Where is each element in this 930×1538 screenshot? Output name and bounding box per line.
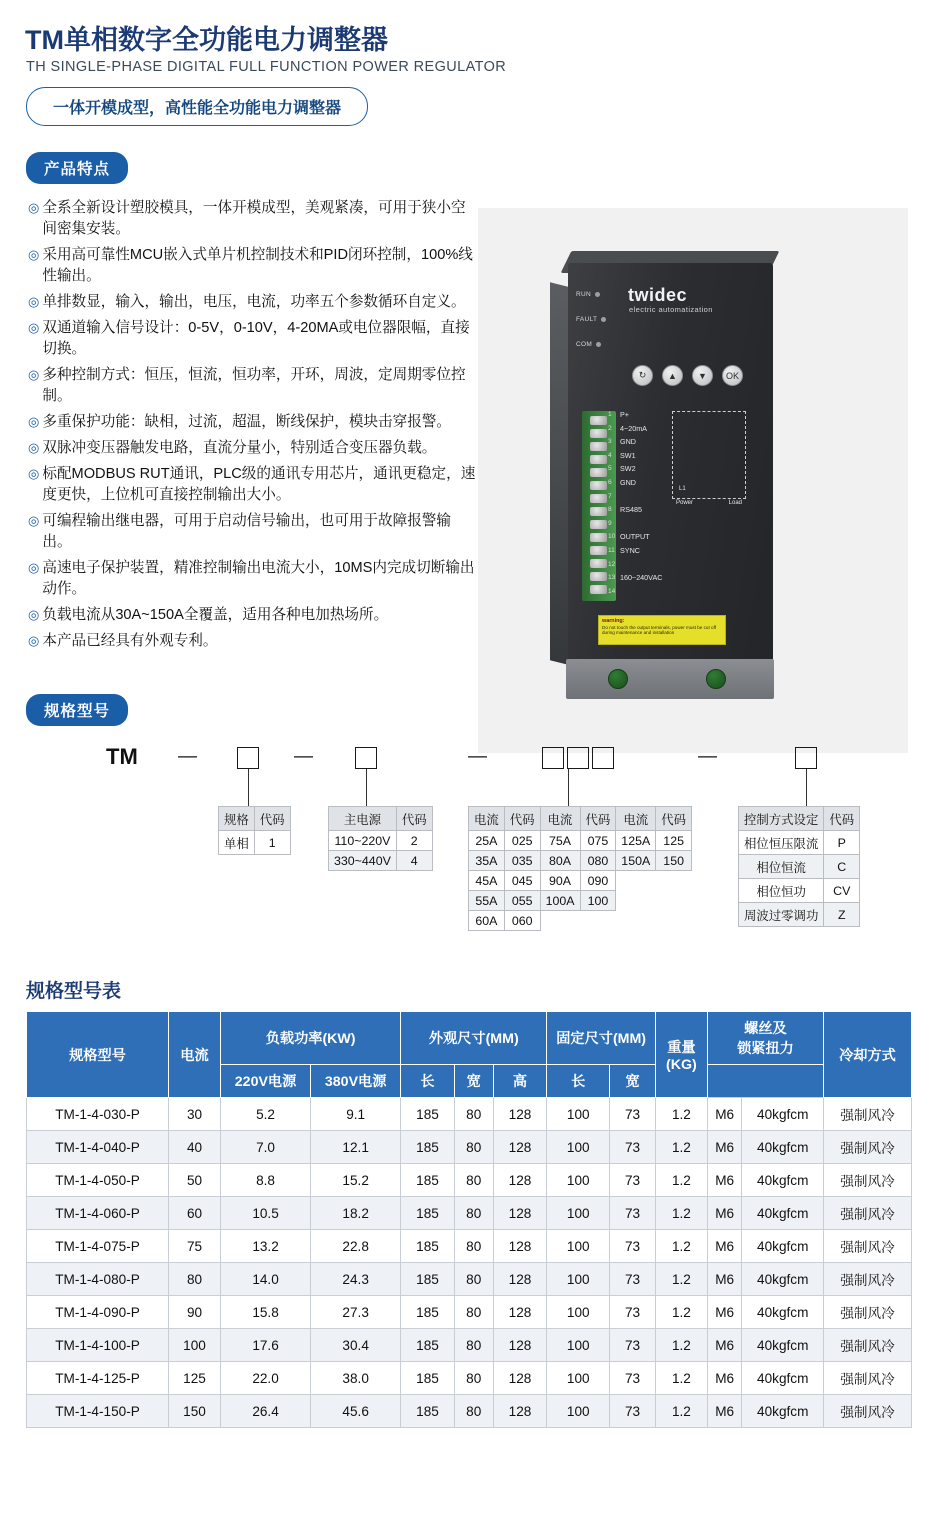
bullet-icon: ◎ bbox=[28, 294, 40, 310]
model-dash-3: — bbox=[468, 746, 487, 768]
model-table-current bbox=[468, 806, 692, 931]
table-row: TM-1-4-040-P 40 7.0 12.1 185 80 128 100 73 1.2 M6 40kgfcm 强制风冷 bbox=[27, 1131, 912, 1164]
feature-text: 双脉冲变压器触发电路，直流分量小，特别适合变压器负载。 bbox=[42, 439, 437, 456]
led-com: COM bbox=[576, 341, 601, 348]
table-row: 相位恒流 C bbox=[739, 855, 860, 879]
list-item bbox=[28, 245, 480, 288]
col-header: 代码 bbox=[254, 807, 290, 831]
bullet-icon: ◎ bbox=[28, 414, 40, 430]
feature-text: 高速电子保护装置，精准控制输出电流大小，10MS内完成切断输出动作。 bbox=[42, 559, 475, 598]
model-box-current-1 bbox=[542, 747, 564, 769]
features-section-tag: 产品特点 bbox=[26, 152, 128, 184]
table-row: 55A 055 100A 100 bbox=[469, 891, 692, 911]
model-box-current-3 bbox=[592, 747, 614, 769]
model-prefix: TM bbox=[106, 744, 138, 770]
col-header: 代码 bbox=[396, 807, 432, 831]
col-header: 代码 bbox=[824, 807, 860, 831]
list-item bbox=[28, 605, 480, 626]
bullet-icon: ◎ bbox=[28, 367, 40, 383]
feature-text: 采用高可靠性MCU嵌入式单片机控制技术和PID闭环控制，100%线性输出。 bbox=[42, 247, 473, 285]
col-header: 电流 bbox=[469, 807, 505, 831]
col-header: 主电源 bbox=[329, 807, 397, 831]
model-dash-2: — bbox=[294, 746, 313, 768]
features-section-header bbox=[26, 152, 908, 184]
terminal-screw-right bbox=[706, 669, 726, 689]
col-header-power: 负载功率(KW) bbox=[221, 1012, 401, 1065]
schematic-label-l1: L1 bbox=[679, 486, 686, 492]
bullet-icon: ◎ bbox=[28, 319, 40, 335]
bullet-icon: ◎ bbox=[28, 607, 40, 623]
table-row: TM-1-4-050-P 50 8.8 15.2 185 80 128 100 73 1.2 M6 40kgfcm 强制风冷 bbox=[27, 1164, 912, 1197]
model-box-control bbox=[795, 747, 817, 769]
model-box-current-2 bbox=[567, 747, 589, 769]
device-brand-logo: twidec bbox=[628, 285, 688, 305]
table-row: TM-1-4-125-P 125 22.0 38.0 185 80 128 100 73 1.2 M6 40kgfcm 强制风冷 bbox=[27, 1362, 912, 1395]
col-header: 规格 bbox=[219, 807, 255, 831]
bullet-icon: ◎ bbox=[28, 632, 40, 648]
feature-text: 双通道输入信号设计：0-5V，0-10V，4-20MA或电位器限幅，直接切换。 bbox=[42, 319, 470, 358]
table-row: 相位恒功 CV bbox=[739, 879, 860, 903]
table-row: 25A 025 75A 075 125A 125 bbox=[469, 831, 692, 851]
table-row: TM-1-4-080-P 80 14.0 24.3 185 80 128 100 73 1.2 M6 40kgfcm 强制风冷 bbox=[27, 1263, 912, 1296]
list-item bbox=[28, 198, 480, 241]
product-image bbox=[478, 208, 908, 753]
list-item bbox=[28, 318, 480, 361]
table-row: 330~440V 4 bbox=[329, 851, 433, 871]
col-header-weight: 重量 (KG) bbox=[655, 1012, 707, 1098]
device-illustration bbox=[550, 243, 800, 693]
terminal-labels: P+ 4~20mA GND SW1 SW2 GND RS485 OUTPUT SYNC 160~240VAC bbox=[620, 410, 663, 583]
feature-text: 负载电流从30A~150A全覆盖，适用各种电加热场所。 bbox=[42, 607, 389, 624]
datasheet-page bbox=[0, 18, 930, 1538]
bullet-icon: ◎ bbox=[28, 559, 40, 575]
bullet-icon: ◎ bbox=[28, 465, 40, 481]
terminal-numbers: 1 2 3 4 5 6 7 8 9 10 11 12 13 14 bbox=[608, 411, 616, 595]
schematic-label-load: Load bbox=[728, 500, 742, 506]
warning-label bbox=[598, 615, 726, 645]
table-row: 110~220V 2 bbox=[329, 831, 433, 851]
col-header-width: 宽 bbox=[454, 1065, 493, 1098]
model-dash-1: — bbox=[178, 746, 197, 768]
col-header-height: 高 bbox=[493, 1065, 547, 1098]
warning-text: Do not touch the output terminals, power must be cut off during maintenance and installation bbox=[602, 624, 717, 636]
led-indicator-icon bbox=[601, 317, 606, 322]
col-header: 电流 bbox=[540, 807, 580, 831]
list-item bbox=[28, 464, 480, 507]
device-button-row bbox=[632, 365, 743, 386]
table-row: TM-1-4-150-P 150 26.4 45.6 185 80 128 100 73 1.2 M6 40kgfcm 强制风冷 bbox=[27, 1395, 912, 1428]
model-dash-4: — bbox=[698, 746, 717, 768]
table-row: TM-1-4-075-P 75 13.2 22.8 185 80 128 100 73 1.2 M6 40kgfcm 强制风冷 bbox=[27, 1230, 912, 1263]
table-row: 45A 045 90A 090 bbox=[469, 871, 692, 891]
col-header-length: 长 bbox=[401, 1065, 455, 1098]
feature-text: 多重保护功能：缺相，过流，超温，断线保护，模块击穿报警。 bbox=[42, 414, 451, 431]
feature-list bbox=[28, 198, 480, 652]
feature-text: 全系全新设计塑胶模具，一体开模成型，美观紧凑，可用于狭小空间密集安装。 bbox=[42, 200, 466, 238]
terminal-screw-left bbox=[608, 669, 628, 689]
specification-table bbox=[26, 1011, 912, 1428]
list-item bbox=[28, 438, 480, 459]
list-item bbox=[28, 558, 480, 601]
ok-button[interactable]: OK bbox=[722, 365, 743, 386]
reset-button[interactable]: ↻ bbox=[632, 365, 653, 386]
table-row: 相位恒压限流 P bbox=[739, 831, 860, 855]
list-item bbox=[28, 365, 480, 408]
feature-text: 单排数显，输入，输出，电压，电流，功率五个参数循环自定义。 bbox=[42, 294, 466, 311]
table-row: 35A 035 80A 080 150A 150 bbox=[469, 851, 692, 871]
feature-text: 标配MODBUS RUT通讯，PLC级的通讯专用芯片，通讯更稳定，速度更快，上位机可直接控制输出大小。 bbox=[42, 465, 476, 504]
wiring-schematic bbox=[672, 411, 746, 506]
model-table-supply bbox=[328, 806, 433, 871]
col-header-fix-length: 长 bbox=[547, 1065, 610, 1098]
col-header-model: 规格型号 bbox=[27, 1012, 169, 1098]
led-fault: FAULT bbox=[576, 316, 606, 323]
page-title: TM单相数字全功能电力调整器 bbox=[25, 25, 388, 55]
col-header-cooling: 冷却方式 bbox=[824, 1012, 912, 1098]
table-row: TM-1-4-090-P 90 15.8 27.3 185 80 128 100 73 1.2 M6 40kgfcm 强制风冷 bbox=[27, 1296, 912, 1329]
list-item bbox=[28, 292, 480, 313]
col-header: 代码 bbox=[504, 807, 540, 831]
model-box-spec bbox=[237, 747, 259, 769]
down-button[interactable]: ▼ bbox=[692, 365, 713, 386]
col-header: 电流 bbox=[616, 807, 656, 831]
device-brand-tagline: electric automatization bbox=[629, 305, 713, 314]
col-header-screw: 螺丝及 锁紧扭力 bbox=[707, 1012, 823, 1065]
list-item bbox=[28, 511, 480, 554]
warning-title: warning: bbox=[602, 618, 625, 624]
col-header: 控制方式设定 bbox=[739, 807, 824, 831]
col-header: 代码 bbox=[656, 807, 692, 831]
col-header-power-380: 380V电源 bbox=[311, 1065, 401, 1098]
bullet-icon: ◎ bbox=[28, 439, 40, 455]
bullet-icon: ◎ bbox=[28, 200, 40, 215]
model-table-control-mode bbox=[738, 806, 860, 927]
schematic-label-power: Power bbox=[676, 500, 694, 506]
col-header-current: 电流 bbox=[169, 1012, 221, 1098]
bullet-icon: ◎ bbox=[28, 247, 40, 263]
table-row: 周波过零调功 Z bbox=[739, 903, 860, 927]
highlight-banner: 一体开模成型，高性能全功能电力调整器 bbox=[26, 87, 368, 126]
model-table-spec bbox=[218, 806, 291, 855]
device-base-plate bbox=[566, 659, 774, 699]
bullet-icon: ◎ bbox=[28, 512, 40, 528]
table-row: 单相 1 bbox=[219, 831, 291, 855]
up-button[interactable]: ▲ bbox=[662, 365, 683, 386]
model-section-tag: 规格型号 bbox=[26, 694, 128, 726]
list-item bbox=[28, 631, 480, 652]
model-code-diagram bbox=[28, 740, 908, 970]
table-row: TM-1-4-060-P 60 10.5 18.2 185 80 128 100 73 1.2 M6 40kgfcm 强制风冷 bbox=[27, 1197, 912, 1230]
list-item bbox=[28, 412, 480, 433]
feature-text: 多种控制方式：恒压，恒流，恒功率，开环，周波，定周期零位控制。 bbox=[42, 367, 466, 405]
col-header-fix-dim: 固定尺寸(MM) bbox=[547, 1012, 656, 1065]
led-indicator-icon bbox=[595, 292, 600, 297]
feature-text: 可编程输出继电器，可用于启动信号输出，也可用于故障报警输出。 bbox=[42, 512, 451, 551]
col-header-power-220: 220V电源 bbox=[221, 1065, 311, 1098]
model-box-supply bbox=[355, 747, 377, 769]
led-run: RUN bbox=[576, 291, 600, 298]
col-header: 代码 bbox=[580, 807, 616, 831]
feature-text: 本产品已经具有外观专利。 bbox=[42, 632, 218, 649]
table-row: 60A 060 bbox=[469, 911, 692, 931]
col-header-outer-dim: 外观尺寸(MM) bbox=[401, 1012, 547, 1065]
table-row: TM-1-4-100-P 100 17.6 30.4 185 80 128 100 73 1.2 M6 40kgfcm 强制风冷 bbox=[27, 1329, 912, 1362]
table-row: TM-1-4-030-P 30 5.2 9.1 185 80 128 100 73 1.2 M6 40kgfcm 强制风冷 bbox=[27, 1098, 912, 1131]
led-indicator-icon bbox=[596, 342, 601, 347]
col-header-fix-width: 宽 bbox=[610, 1065, 656, 1098]
spec-table-title: 规格型号表 bbox=[26, 981, 122, 1003]
page-subtitle-en: TH SINGLE-PHASE DIGITAL FULL FUNCTION POWER REGULATOR bbox=[26, 59, 507, 75]
